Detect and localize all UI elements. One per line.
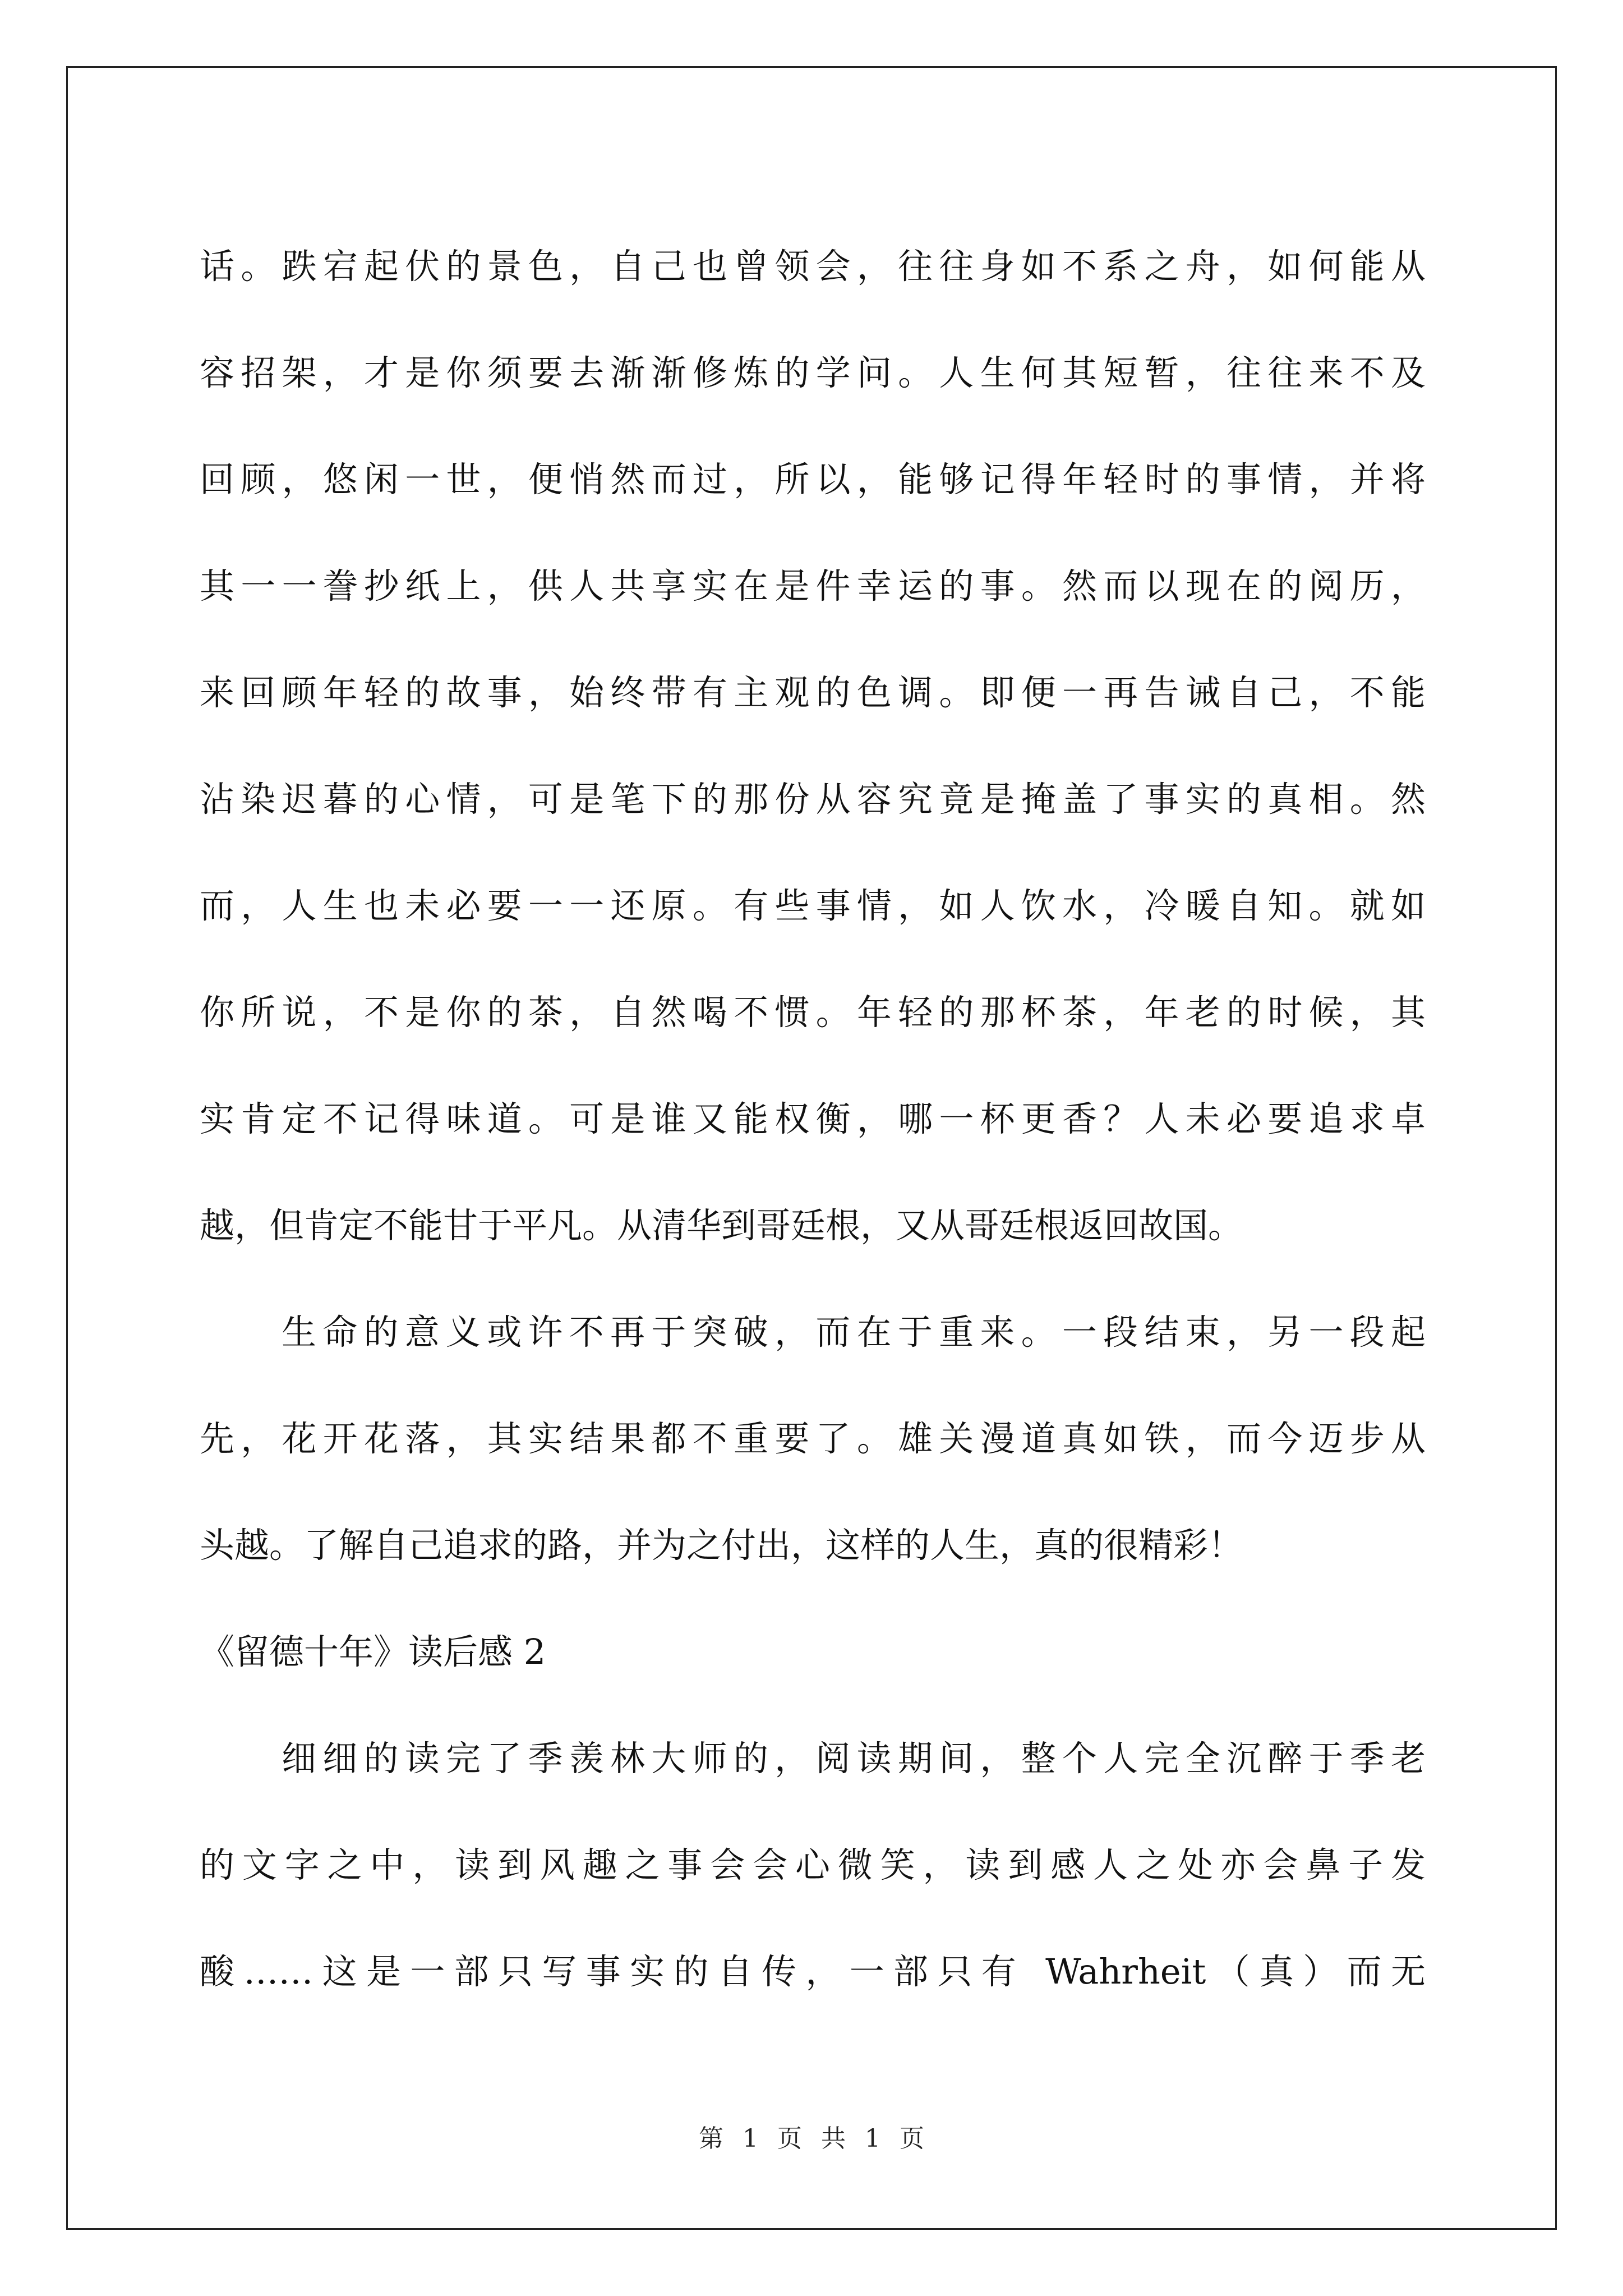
paragraph-line: 回顾，悠闲一世，便悄然而过，所以，能够记得年轻时的事情，并将 — [200, 459, 1426, 500]
paragraph-line: 你所说，不是你的茶，自然喝不惯。年轻的那杯茶，年老的时候，其 — [200, 992, 1426, 1033]
page-footer: 第 1 页 共 1 页 — [699, 2124, 924, 2153]
paragraph-line: 来回顾年轻的故事，始终带有主观的色调。即便一再告诫自己，不能 — [200, 672, 1426, 713]
paragraph-line: 容招架，才是你须要去渐渐修炼的学问。人生何其短暂，往往来不及 — [200, 352, 1426, 393]
paragraph-line: 细细的读完了季羡林大师的，阅读期间，整个人完全沉醉于季老 — [282, 1738, 1426, 1779]
paragraph-line: 酸……这是一部只写事实的自传，一部只有 Wahrheit（真）而无 — [200, 1951, 1426, 1992]
document-body — [200, 213, 1426, 2025]
paragraph-line: 先，花开花落，其实结果都不重要了。雄关漫道真如铁，而今迈步从 — [200, 1418, 1426, 1459]
paragraph-line: 越，但肯定不能甘于平凡。从清华到哥廷根，又从哥廷根返回故国。 — [200, 1205, 1243, 1246]
paragraph-line: 的文字之中，读到风趣之事会会心微笑，读到感人之处亦会鼻子发 — [200, 1844, 1426, 1885]
paragraph-line: 生命的意义或许不再于突破，而在于重来。一段结束，另一段起 — [282, 1312, 1426, 1352]
paragraph-line: 头越。了解自己追求的路，并为之付出，这样的人生，真的很精彩！ — [200, 1525, 1243, 1566]
section-heading: 《留德十年》读后感 2 — [200, 1631, 546, 1672]
paragraph-line: 话。跌宕起伏的景色，自己也曾领会，往往身如不系之舟，如何能从 — [200, 246, 1426, 287]
paragraph-line: 实肯定不记得味道。可是谁又能权衡，哪一杯更香？人未必要追求卓 — [200, 1098, 1426, 1139]
paragraph-line: 沾染迟暮的心情，可是笔下的那份从容究竟是掩盖了事实的真相。然 — [200, 779, 1426, 820]
paragraph-line: 其一一誊抄纸上，供人共享实在是件幸运的事。然而以现在的阅历， — [200, 565, 1426, 606]
paragraph-line: 而，人生也未必要一一还原。有些事情，如人饮水，冷暖自知。就如 — [200, 885, 1426, 926]
